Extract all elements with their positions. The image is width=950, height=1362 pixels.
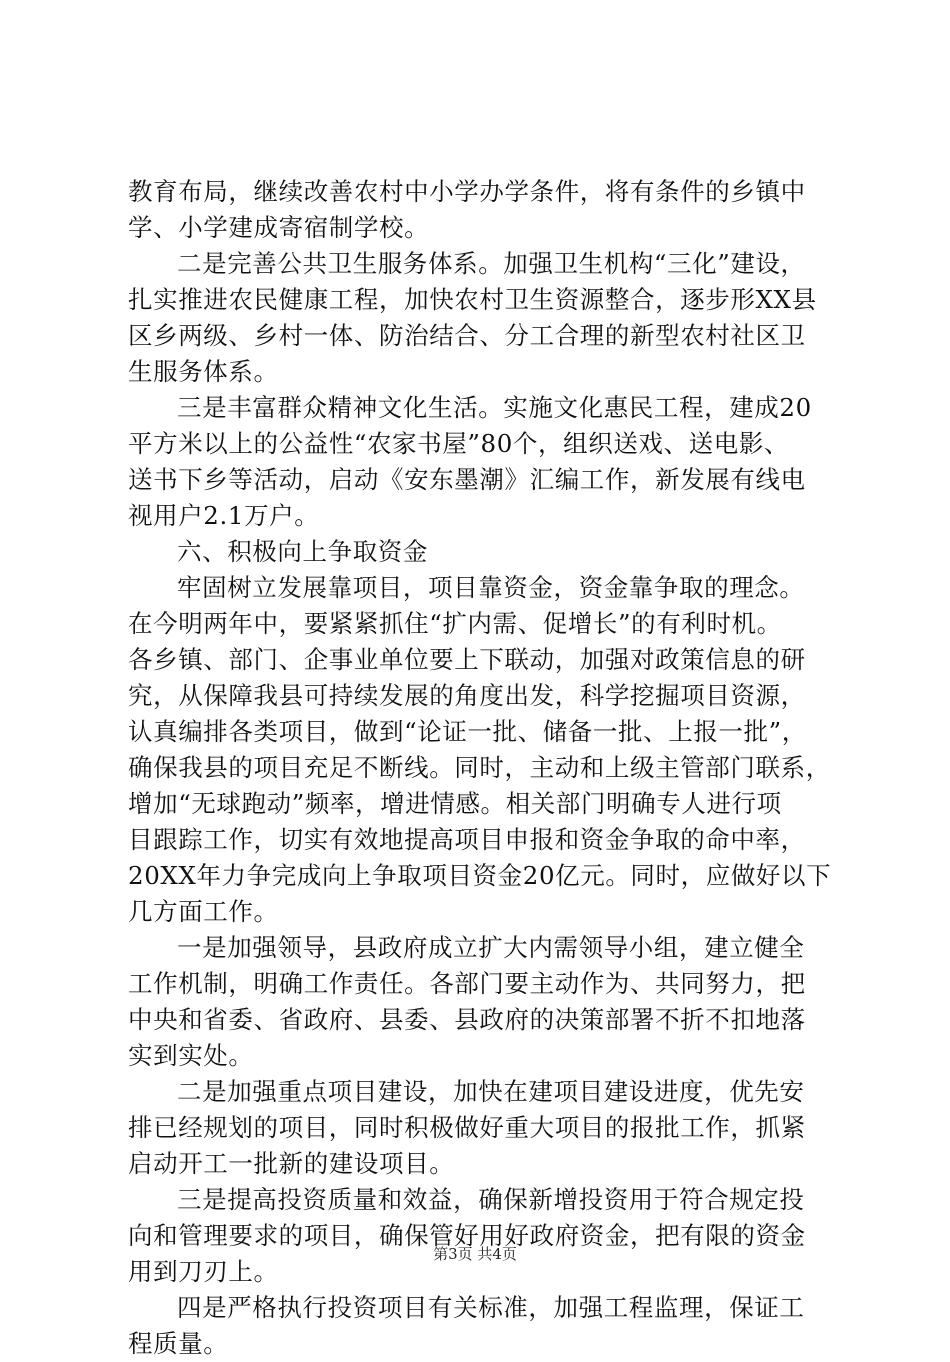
text-line: 确保我县的项目充足不断线。同时，主动和上级主管部门联系， <box>128 753 831 782</box>
text-line: 目跟踪工作，切实有效地提高项目申报和资金争取的命中率， <box>128 825 806 854</box>
paragraph-start-line: 三是提高投资质量和效益，确保新增投资用于符合规定投 <box>177 1185 805 1214</box>
text-line: 送书下乡等活动，启动《安东墨潮》汇编工作，新发展有线电 <box>128 465 806 494</box>
text-line: 究，从保障我县可持续发展的角度出发，科学挖掘项目资源， <box>128 681 806 710</box>
section-heading: 六、积极向上争取资金 <box>177 537 428 566</box>
paragraph-start-line: 三是丰富群众精神文化生活。实施文化惠民工程，建成20 <box>177 393 812 422</box>
text-line: 生服务体系。 <box>128 357 279 386</box>
text-line: 用到刀刃上。 <box>128 1257 279 1286</box>
paragraph-start-line: 牢固树立发展靠项目，项目靠资金，资金靠争取的理念。 <box>177 573 805 602</box>
paragraph-start-line: 二是加强重点项目建设，加快在建项目建设进度，优先安 <box>177 1077 805 1106</box>
document-body <box>128 174 848 1362</box>
text-line: 平方米以上的公益性“农家书屋”80个，组织送戏、送电影、 <box>128 429 790 458</box>
text-line: 向和管理要求的项目，确保管好用好政府资金，把有限的资金 <box>128 1221 806 1250</box>
text-line: 认真编排各类项目，做到“论证一批、储备一批、上报一批”， <box>128 717 807 746</box>
text-line: 实到实处。 <box>128 1041 254 1070</box>
paragraph-start-line: 二是完善公共卫生服务体系。加强卫生机构“三化”建设， <box>177 249 806 278</box>
text-line: 各乡镇、部门、企事业单位要上下联动，加强对政策信息的研 <box>128 645 806 674</box>
text-line: 几方面工作。 <box>128 897 279 926</box>
text-line: 视用户2.1万户。 <box>128 501 320 530</box>
text-line: 扎实推进农民健康工程，加快农村卫生资源整合，逐步形XX县 <box>128 285 817 314</box>
text-line: 学、小学建成寄宿制学校。 <box>128 213 430 242</box>
page-number-label: 第3页 共4页 <box>433 1245 517 1263</box>
text-line: 20XX年力争完成向上争取项目资金20亿元。同时，应做好以下 <box>128 861 832 890</box>
text-line: 工作机制，明确工作责任。各部门要主动作为、共同努力，把 <box>128 969 806 998</box>
page-footer <box>0 1243 950 1264</box>
text-line: 中央和省委、省政府、县委、县政府的决策部署不折不扣地落 <box>128 1005 806 1034</box>
text-line: 程质量。 <box>128 1329 229 1358</box>
text-line: 区乡两级、乡村一体、防治结合、分工合理的新型农村社区卫 <box>128 321 806 350</box>
text-line: 排已经规划的项目，同时积极做好重大项目的报批工作，抓紧 <box>128 1113 806 1142</box>
text-line: 教育布局，继续改善农村中小学办学条件，将有条件的乡镇中 <box>128 177 806 206</box>
text-line: 启动开工一批新的建设项目。 <box>128 1149 455 1178</box>
paragraph-start-line: 四是严格执行投资项目有关标准，加强工程监理，保证工 <box>177 1293 805 1322</box>
text-line: 增加“无球跑动”频率，增进情感。相关部门明确专人进行项 <box>128 789 782 818</box>
text-line: 在今明两年中，要紧紧抓住“扩内需、促增长”的有利时机。 <box>128 609 782 638</box>
paragraph-start-line: 一是加强领导，县政府成立扩大内需领导小组，建立健全 <box>177 933 805 962</box>
